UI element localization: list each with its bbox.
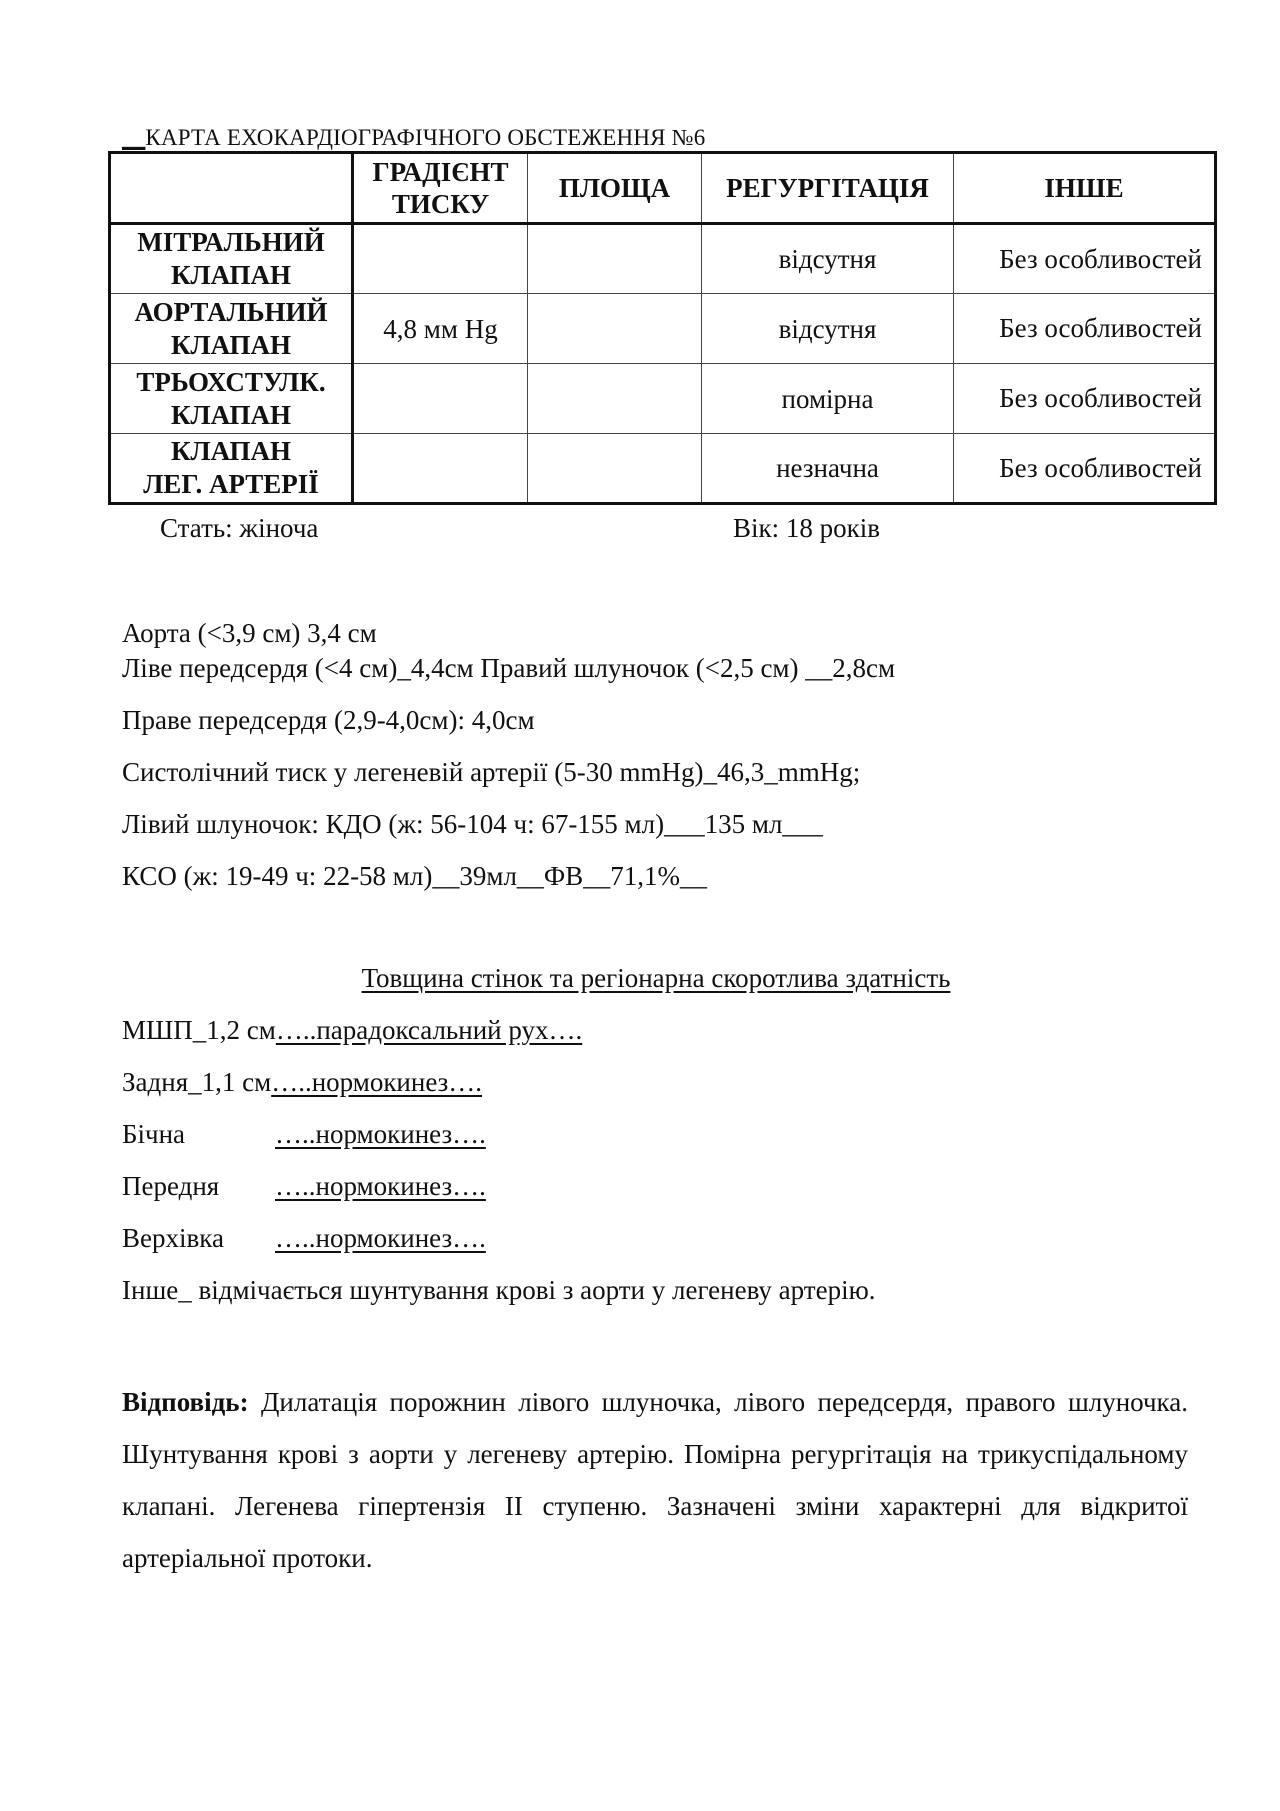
gradient-cell (353, 224, 528, 294)
area-cell (528, 224, 702, 294)
other-cell: Без особливостей (954, 434, 1216, 504)
valve-name-line: ТРЬОХСТУЛК. (136, 366, 326, 397)
table-row-pulmonary (110, 434, 1216, 504)
gradient-cell: 4,8 мм Hg (353, 294, 528, 364)
wall-other-note: Інше_ відмічається шунтування крові з аорти у легеневу артерію. (122, 1275, 876, 1305)
wall-row-apex (122, 1222, 486, 1254)
table-row-aortic (110, 294, 1216, 364)
valve-name-line: КЛАПАН (170, 260, 292, 290)
conclusion-text: Дилатація порожнин лівого шлуночка, лівого передсердя, правого шлуночка. Шунтування крові з аорти у легеневу артерію. Помірна регургітація на трикуспідальному клапані. Легенева гіпертензія ІІ ступеню. Зазначені зміни характерні для відкритої артеріальної протоки. (122, 1387, 1188, 1573)
wall-label: Задня_1,1 см (122, 1067, 272, 1097)
measurement-right-atrium: Праве передсердя (2,9-4,0см): 4,0см (122, 705, 535, 735)
wall-row-posterior (122, 1066, 482, 1098)
measurement-left-atrium: Ліве передсердя (<4 см)_4,4см Правий шлуночок (<2,5 см) __2,8см (122, 653, 896, 683)
patient-age: Вік: 18 років (733, 513, 880, 543)
wall-row-anterior (122, 1170, 486, 1202)
wall-label: МШП_1,2 см (122, 1015, 276, 1045)
valve-name-line: ЛЕГ. АРТЕРІЇ (143, 469, 319, 499)
header-other: ІНШЕ (954, 153, 1216, 224)
valve-name-tricuspid (110, 364, 353, 434)
wall-motion: …..нормокинез…. (275, 1119, 486, 1149)
valve-name-pulmonary (110, 434, 353, 504)
wall-section-title: Товщина стінок та регіонарна скоротлива здатність (361, 963, 951, 993)
valve-name-mitral (110, 224, 353, 294)
valve-table-header-row (110, 153, 1216, 224)
gradient-cell (353, 434, 528, 504)
gradient-cell (353, 364, 528, 434)
title-text: КАРТА ЕХОКАРДІОГРАФІЧНОГО ОБСТЕЖЕННЯ №6 (145, 125, 706, 150)
measurement-aorta: Аорта (<3,9 см) 3,4 см (122, 618, 377, 648)
header-regurgitation: РЕГУРГІТАЦІЯ (702, 153, 954, 224)
valve-name-line: КЛАПАН (170, 399, 292, 430)
measurement-pulmonary-pressure: Систолічний тиск у легеневій артерії (5-30 mmHg)_46,3_mmHg; (122, 757, 861, 787)
area-cell (528, 434, 702, 504)
title-underline-prefix: __ (122, 125, 146, 150)
table-row-mitral (110, 224, 1216, 294)
table-row-tricuspid (110, 364, 1216, 434)
header-area: ПЛОЩА (528, 153, 702, 224)
conclusion-label: Відповідь: (122, 1387, 249, 1417)
other-cell: Без особливостей (954, 224, 1216, 294)
valve-name-line: КЛАПАН (170, 329, 292, 360)
conclusion-paragraph (122, 1376, 1188, 1584)
wall-row-ivs (122, 1014, 582, 1046)
regurgitation-cell: відсутня (702, 224, 954, 294)
wall-motion: …..парадоксальний рух…. (275, 1015, 583, 1045)
area-cell (528, 294, 702, 364)
other-cell: Без особливостей (954, 294, 1216, 364)
wall-row-lateral (122, 1118, 486, 1150)
valve-table (108, 151, 1217, 505)
wall-motion: …..нормокинез…. (275, 1223, 486, 1253)
regurgitation-cell: помірна (702, 364, 954, 434)
valve-name-line: КЛАПАН (170, 436, 292, 466)
wall-label: Бічна (122, 1119, 186, 1149)
area-cell (528, 364, 702, 434)
regurgitation-cell: відсутня (702, 294, 954, 364)
valve-name-line: АОРТАЛЬНИЙ (134, 296, 328, 327)
measurement-lv-edv: Лівий шлуночок: КДО (ж: 56-104 ч: 67-155 мл)___135 мл___ (122, 809, 823, 839)
wall-motion: …..нормокинез…. (271, 1067, 483, 1097)
valve-name-aortic (110, 294, 353, 364)
measurement-lv-esv: КСО (ж: 19-49 ч: 22-58 мл)__39мл__ФВ__71,1%__ (122, 861, 707, 891)
valve-name-line: МІТРАЛЬНИЙ (137, 227, 325, 257)
regurgitation-cell: незначна (702, 434, 954, 504)
wall-label: Передня (122, 1171, 220, 1201)
document-title (122, 124, 705, 152)
header-gradient: ГРАДІЄНТ ТИСКУ (353, 153, 528, 224)
header-cell-empty (110, 153, 353, 224)
patient-sex: Стать: жіноча (160, 513, 319, 543)
wall-label: Верхівка (122, 1223, 224, 1253)
other-cell: Без особливостей (954, 364, 1216, 434)
wall-motion: …..нормокинез…. (275, 1171, 486, 1201)
